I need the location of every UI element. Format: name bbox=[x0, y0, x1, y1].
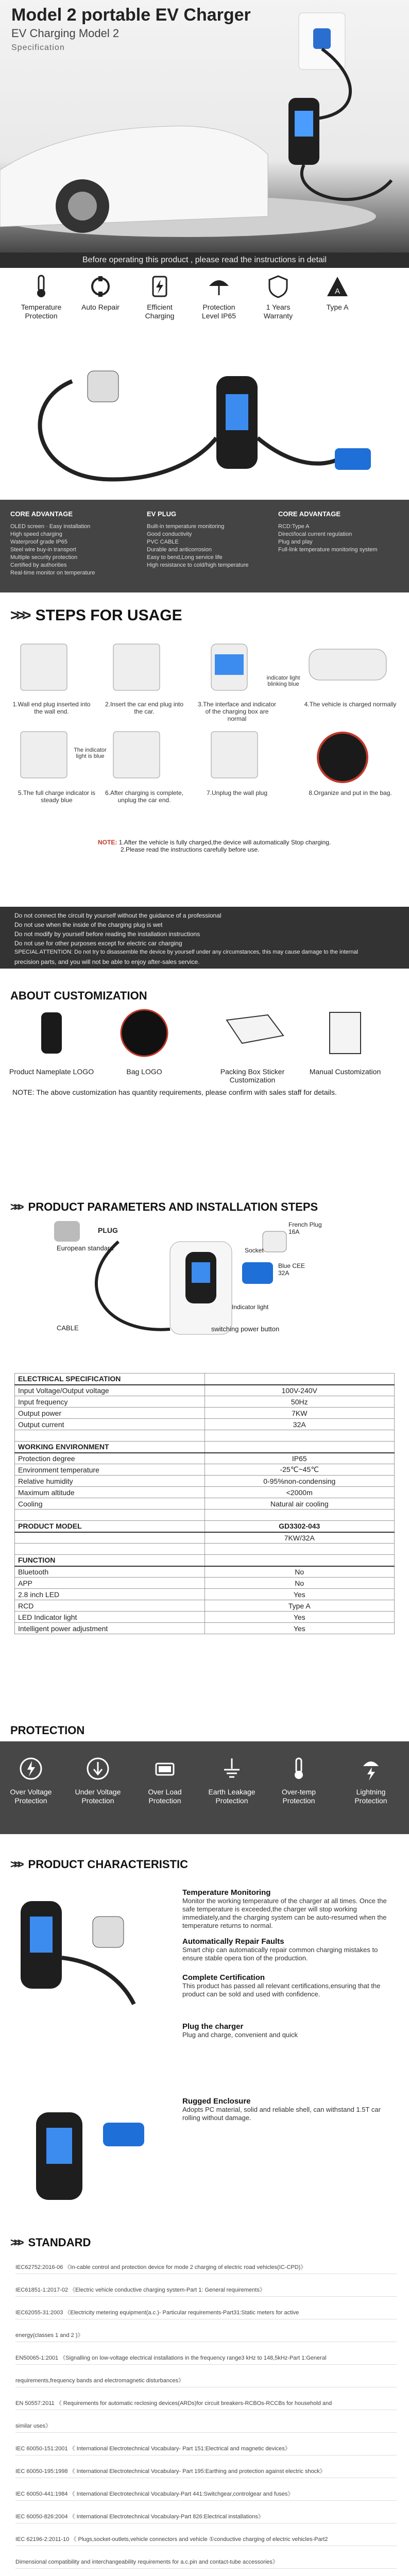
spec-row bbox=[15, 1566, 395, 1578]
spec-value: Type A bbox=[204, 1600, 395, 1612]
over-temp-icon bbox=[286, 1756, 312, 1782]
protection-item: Earth Leakage Protection bbox=[203, 1788, 260, 1805]
spec-value bbox=[204, 1555, 395, 1566]
spec-row bbox=[15, 1521, 395, 1532]
spec-row bbox=[15, 1589, 395, 1600]
hero-instruction-band: Before operating this product , please read the instructions in detail bbox=[0, 252, 409, 268]
hero-subtitle: EV Charging Model 2 bbox=[11, 27, 120, 40]
step-caption: 7.Unplug the wall plug bbox=[206, 789, 268, 796]
characteristic-illustration bbox=[5, 1880, 180, 2210]
label-cable: CABLE bbox=[57, 1324, 79, 1332]
advantage-title: EV PLUG bbox=[147, 510, 177, 518]
warning-line: Do not use when the inside of the charging plug is wet bbox=[14, 921, 163, 928]
spec-row bbox=[15, 1555, 395, 1566]
standard-line: EN 50557:2011 《 Requirements for automatic reclosing devices(ARDs)for circuit breakers-RCBOs-RCCBs for household and bbox=[15, 2398, 397, 2410]
spec-key: Relative humidity bbox=[15, 1476, 205, 1487]
earth-leakage-icon bbox=[219, 1756, 245, 1782]
standard-line: IEC 60050-441:1984 《 International Electrotechnical Vocabulary-Part 441:Switchgear,controlgear and fuses》 bbox=[15, 2488, 397, 2501]
spec-key bbox=[15, 1510, 205, 1521]
spec-key: Input frequency bbox=[15, 1396, 205, 1408]
spec-key: Protection degree bbox=[15, 1453, 205, 1464]
efficient-charging-icon bbox=[146, 273, 173, 300]
standard-line: IEC62752:2016-06 《In-cable control and protection device for mode 2 charging of electric road vehicles(IC-CPD)》 bbox=[15, 2262, 397, 2274]
label-plug: PLUG bbox=[98, 1226, 118, 1234]
protection-item: Under Voltage Protection bbox=[70, 1788, 126, 1805]
feature-warranty bbox=[255, 273, 301, 320]
spec-value: Yes bbox=[204, 1623, 395, 1634]
protection-item: Over-temp Protection bbox=[270, 1788, 327, 1805]
spec-key: Maximum altitude bbox=[15, 1487, 205, 1498]
spec-row bbox=[15, 1396, 395, 1408]
protection-item: Lightning Protection bbox=[343, 1788, 399, 1805]
standard-line: IEC 60050-195:1998 《 International Electrotechnical Vocabulary- Part 195:Earthing and protection against electric shock》 bbox=[15, 2466, 397, 2478]
protection-item: Over Load Protection bbox=[137, 1788, 193, 1805]
spec-row bbox=[15, 1430, 395, 1442]
over-voltage-icon bbox=[18, 1756, 44, 1782]
chevron-icon: >>> bbox=[10, 1200, 21, 1213]
section-heading: ABOUT CUSTOMIZATION bbox=[10, 989, 147, 1002]
spec-value: No bbox=[204, 1578, 395, 1589]
feature-label: Type A bbox=[326, 303, 349, 311]
spec-value: Yes bbox=[204, 1612, 395, 1623]
spec-row bbox=[15, 1453, 395, 1464]
feature-label: Protection Level IP65 bbox=[201, 303, 236, 320]
feature-label: Temperature Protection bbox=[21, 303, 62, 320]
standard-line: Dimensional compatibility and interchangeability requirements for a.c.pin and contact-tube accessories》 bbox=[15, 2556, 397, 2569]
advantage-column: CORE ADVANTAGE RCD:Type A Direct/local current regulation Plug and play Full-link temperature monitoring system bbox=[278, 510, 407, 554]
spec-value: 32A bbox=[204, 1419, 395, 1430]
spec-value: IP65 bbox=[204, 1453, 395, 1464]
ip65-icon bbox=[206, 273, 232, 300]
standard-line: EN50065-1:2001 《Signalling on low-voltage electrical installations in the frequency range3 kHz to 148,5kHz-Part 1:General bbox=[15, 2352, 397, 2365]
hero-label: Specification bbox=[11, 43, 65, 52]
lightning-icon bbox=[358, 1756, 384, 1782]
hero-title: Model 2 portable EV Charger bbox=[11, 5, 251, 25]
custom-item: Product Nameplate LOGO bbox=[9, 1067, 94, 1076]
characteristic-item: Automatically Repair Faults Smart chip can automatically repair common charging mistakes to ensure stable opera tion of the production. bbox=[182, 1937, 378, 1962]
warning-line: SPECIAL ATTENTION: Do not try to disassemble the device by yourself under any circumstances, this may cause damage to the internal bbox=[14, 949, 359, 955]
spec-key: Cooling bbox=[15, 1498, 205, 1510]
spec-key bbox=[15, 1430, 205, 1442]
spec-key bbox=[15, 1544, 205, 1555]
standard-line: IEC62055-31:2003 《Electricity metering equipment(a.c.)- Particular requirements-Part31:Static meters for active bbox=[15, 2307, 397, 2319]
feature-icons-row bbox=[0, 268, 409, 361]
section-heading: >>> PRODUCT PARAMETERS AND INSTALLATION STEPS bbox=[10, 1200, 318, 1213]
spec-key: Intelligent power adjustment bbox=[15, 1623, 205, 1634]
characteristic-item: Complete Certification This product has passed all relevant certifications,ensuring that the product can be sold and used with confidence. bbox=[182, 1973, 381, 1998]
step-caption: 4.The vehicle is charged normally bbox=[304, 701, 397, 708]
advantage-title: CORE ADVANTAGE bbox=[10, 510, 73, 518]
protection-section bbox=[0, 1721, 409, 1850]
spec-row bbox=[15, 1498, 395, 1510]
spec-value: 7KW bbox=[204, 1408, 395, 1419]
section-heading: >>> STEPS FOR USAGE bbox=[10, 607, 182, 624]
spec-row bbox=[15, 1476, 395, 1487]
product-illustration bbox=[0, 361, 409, 500]
spec-row bbox=[15, 1510, 395, 1521]
feature-temperature bbox=[18, 273, 64, 320]
characteristic-item: Temperature Monitoring Monitor the working temperature of the charger at all times. Once the safe temperature is exceeded,the charger will stop working immediately,and the charging system can be auto-resumed when the temperature returns to normal. bbox=[182, 1888, 387, 1929]
feature-type-a bbox=[314, 273, 361, 312]
label-indicator: Indicator light bbox=[232, 1303, 269, 1311]
over-load-icon bbox=[152, 1756, 178, 1782]
section-heading: PROTECTION bbox=[10, 1724, 85, 1737]
spec-value bbox=[204, 1442, 395, 1453]
advantage-column: CORE ADVANTAGE OLED screen · Easy installation High speed charging Waterproof grade IP65 Steel wire buy-in transport Multiple security protection Certified by authorities Real-time monitor on temperature bbox=[10, 510, 139, 577]
standard-line: IEC 60050-826:2004 《 International Electrotechnical Vocabulary-Part 826:Electrical installations》 bbox=[15, 2511, 397, 2523]
spec-row bbox=[15, 1544, 395, 1555]
feature-ip65 bbox=[196, 273, 242, 320]
spec-row bbox=[15, 1442, 395, 1453]
temperature-icon bbox=[28, 273, 55, 300]
standard-line: similar uses》 bbox=[15, 2420, 397, 2433]
step-caption: 1.Wall end plug inserted into the wall end. bbox=[12, 701, 91, 715]
spec-value: Natural air cooling bbox=[204, 1498, 395, 1510]
spec-key: Input Voltage/Output voltage bbox=[15, 1385, 205, 1396]
spec-value: 0-95%non-condensing bbox=[204, 1476, 395, 1487]
spec-value bbox=[204, 1510, 395, 1521]
standard-line: energy(classes 1 and 2 )》 bbox=[15, 2330, 397, 2342]
standard-line: IEC61851-1:2017-02 《Electric vehicle conductive charging system-Part 1: General requirements》 bbox=[15, 2284, 397, 2297]
spec-value: Yes bbox=[204, 1589, 395, 1600]
under-voltage-icon bbox=[85, 1756, 111, 1782]
spec-value: 100V-240V bbox=[204, 1385, 395, 1396]
warning-line: Do not connect the circuit by yourself without the guidance of a professional bbox=[14, 912, 221, 919]
spec-row bbox=[15, 1612, 395, 1623]
feature-label: 1 Years Warranty bbox=[263, 303, 293, 320]
spec-row bbox=[15, 1532, 395, 1544]
steps-section bbox=[0, 592, 409, 907]
custom-item: Packing Box Sticker Customization bbox=[220, 1067, 285, 1084]
spec-value: No bbox=[204, 1566, 395, 1578]
section-heading: >>> PRODUCT CHARACTERISTIC bbox=[10, 1858, 188, 1871]
warning-line: Do not modify by yourself before reading the installation instructions bbox=[14, 930, 200, 938]
spec-value: 7KW/32A bbox=[204, 1532, 395, 1544]
spec-value: -25℃~45℃ bbox=[204, 1464, 395, 1476]
custom-item: Bag LOGO bbox=[126, 1067, 162, 1076]
callout-full: The indicator light is blue bbox=[74, 747, 107, 759]
warning-line: precision parts, and you will not be able to enjoy after-sales service. bbox=[14, 958, 200, 965]
feature-efficient bbox=[137, 273, 183, 320]
spec-key: ELECTRICAL SPECIFICATION bbox=[15, 1374, 205, 1385]
step-caption: 3.The interface and indicator of the charging box are normal bbox=[197, 701, 277, 722]
step-caption: 8.Organize and put in the bag. bbox=[309, 789, 392, 796]
characteristic-section bbox=[0, 1850, 409, 2226]
spec-key: Bluetooth bbox=[15, 1566, 205, 1578]
spec-row bbox=[15, 1408, 395, 1419]
spec-key: 2.8 inch LED bbox=[15, 1589, 205, 1600]
customization-illustration bbox=[0, 1005, 409, 1066]
spec-row bbox=[15, 1419, 395, 1430]
spec-value: <2000m bbox=[204, 1487, 395, 1498]
label-socket: Socket bbox=[245, 1247, 264, 1254]
customization-section bbox=[0, 969, 409, 1195]
chevron-icon: >>> bbox=[10, 2236, 21, 2249]
feature-label: Efficient Charging bbox=[145, 303, 175, 320]
svg-text:A: A bbox=[334, 287, 340, 296]
spec-row bbox=[15, 1385, 395, 1396]
label-french: French Plug 16A bbox=[288, 1221, 322, 1235]
characteristic-item: Plug the charger Plug and charge, convenient and quick bbox=[182, 2022, 298, 2039]
feature-label: Auto Repair bbox=[81, 303, 120, 311]
advantage-column: EV PLUG Built-in temperature monitoring Good conductivity PVC CABLE Durable and anticorrosion Easy to bend,Long service life High resistance to cold/high temperature bbox=[147, 510, 276, 569]
spec-row bbox=[15, 1578, 395, 1589]
spec-row bbox=[15, 1600, 395, 1612]
auto-repair-icon bbox=[87, 273, 114, 300]
warnings-panel bbox=[0, 907, 409, 969]
label-european: European standard bbox=[57, 1244, 114, 1252]
custom-item: Manual Customization bbox=[309, 1067, 381, 1076]
spec-key: Output power bbox=[15, 1408, 205, 1419]
spec-row bbox=[15, 1487, 395, 1498]
warning-line: Do not use for other purposes except for electric car charging bbox=[14, 940, 182, 947]
spec-value: GD3302-043 bbox=[204, 1521, 395, 1532]
label-blue: Blue CEE 32A bbox=[278, 1262, 305, 1277]
characteristic-item: Rugged Enclosure Adopts PC material, solid and reliable shell, can withstand 1.5T car rolling without damage. bbox=[182, 2097, 381, 2122]
step-caption: 5.The full charge indicator is steady blue bbox=[18, 789, 96, 804]
customization-note: NOTE: The above customization has quantity requirements, please confirm with sales staff for details. bbox=[12, 1088, 337, 1096]
type-a-icon bbox=[324, 273, 351, 300]
spec-key: FUNCTION bbox=[15, 1555, 205, 1566]
chevron-icon: >>> bbox=[10, 1858, 21, 1871]
advantages-panel bbox=[0, 500, 409, 592]
feature-auto-repair bbox=[77, 273, 124, 312]
spec-key: Output current bbox=[15, 1419, 205, 1430]
standard-line: requirements,frequency bands and electromagnetic disturbances》 bbox=[15, 2375, 397, 2387]
spec-row bbox=[15, 1623, 395, 1634]
callout-indicator: indicator light blinking blue bbox=[266, 675, 300, 687]
standard-line: IEC 60050-151:2001 《 International Electrotechnical Vocabulary- Part 151:Electrical and magnetic devices》 bbox=[15, 2443, 397, 2455]
standard-line: IEC 62196-2:2011-10 《 Plugs,socket-outlets,vehicle connectors and vehicle ①conductive charging of electric vehicles-Part2 bbox=[15, 2534, 397, 2546]
step-caption: 2.Insert the car end plug into the car. bbox=[105, 701, 184, 715]
hero-banner bbox=[0, 0, 409, 268]
spec-value bbox=[204, 1544, 395, 1555]
chevron-icon: >>> bbox=[10, 607, 28, 624]
spec-value: 50Hz bbox=[204, 1396, 395, 1408]
product-photo bbox=[0, 361, 409, 500]
parameters-section bbox=[0, 1195, 409, 1721]
section-heading: >>> STANDARD bbox=[10, 2236, 91, 2249]
note-label: NOTE: bbox=[98, 839, 117, 846]
standard-section bbox=[0, 2226, 409, 2576]
spec-key: Environment temperature bbox=[15, 1464, 205, 1476]
step-caption: 6.After charging is complete, unplug the car end. bbox=[105, 789, 184, 804]
spec-key: LED Indicator light bbox=[15, 1612, 205, 1623]
spec-row bbox=[15, 1374, 395, 1385]
usage-note: NOTE: 1.After the vehicle is fully charged,the device will automatically Stop charging. 2.Please read the instructions carefully before use. bbox=[98, 839, 331, 853]
spec-row bbox=[15, 1464, 395, 1476]
spec-key: PRODUCT MODEL bbox=[15, 1521, 205, 1532]
protection-item: Over Voltage Protection bbox=[3, 1788, 59, 1805]
spec-key: WORKING ENVIRONMENT bbox=[15, 1442, 205, 1453]
advantage-title: CORE ADVANTAGE bbox=[278, 510, 341, 518]
spec-table bbox=[14, 1373, 395, 1634]
spec-key: APP bbox=[15, 1578, 205, 1589]
spec-value bbox=[204, 1374, 395, 1385]
warranty-icon bbox=[265, 273, 292, 300]
spec-key: RCD bbox=[15, 1600, 205, 1612]
spec-key bbox=[15, 1532, 205, 1544]
label-switching: switching power button bbox=[211, 1325, 280, 1333]
spec-value bbox=[204, 1430, 395, 1442]
